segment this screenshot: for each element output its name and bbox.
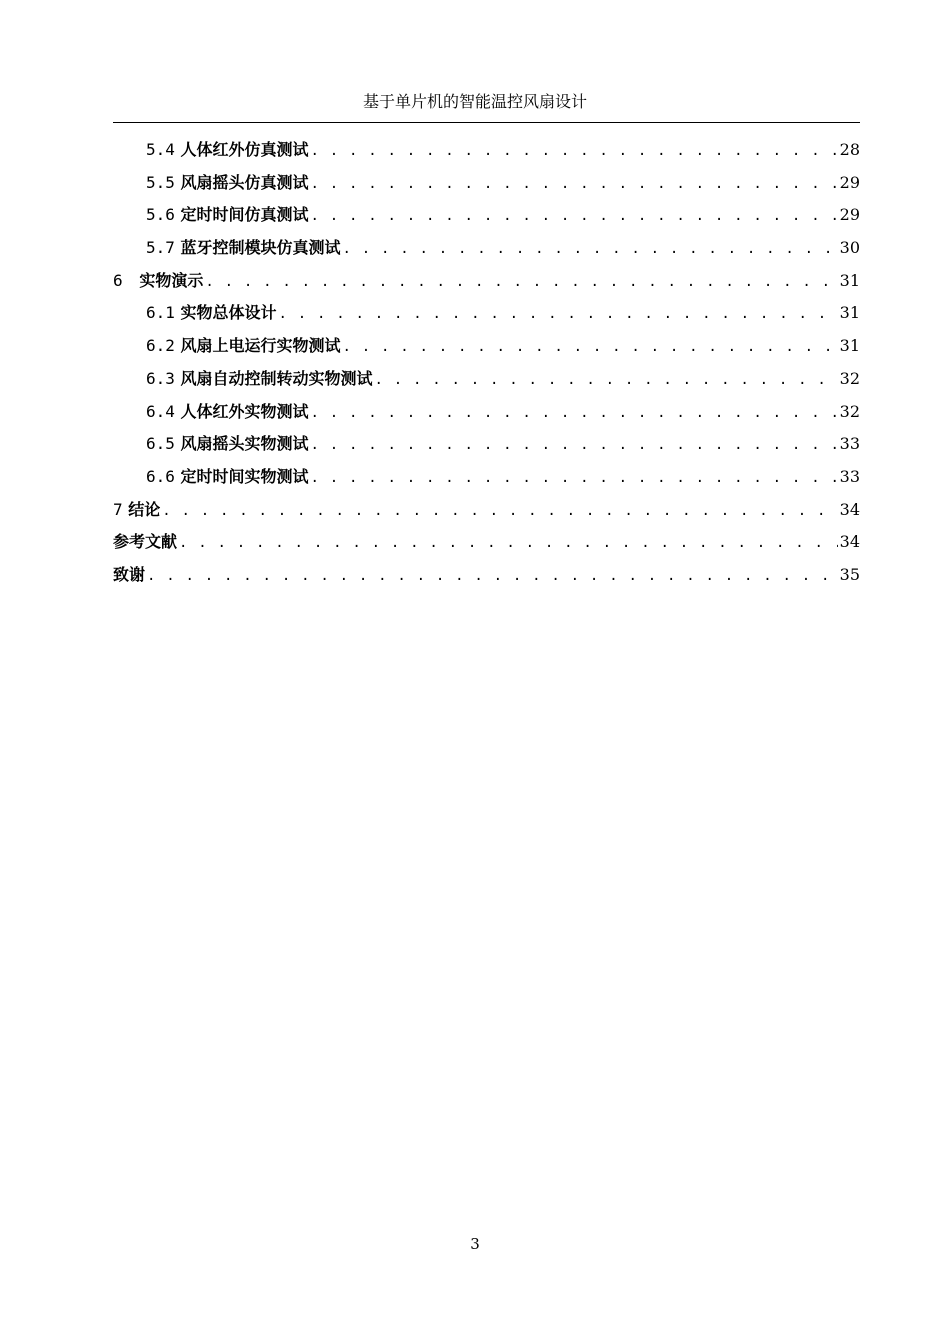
toc-entry[interactable] (113, 265, 860, 298)
toc-entry-number: 5.4 (146, 140, 175, 159)
toc-entry-number: 7 (113, 499, 123, 519)
toc-dot-leader (343, 233, 838, 265)
toc-dot-leader (205, 266, 837, 298)
toc-entry-label (146, 396, 309, 428)
toc-entry-label (146, 363, 373, 395)
toc-entry[interactable] (113, 330, 860, 363)
toc-entry-page: 32 (839, 401, 860, 421)
toc-entry-label (113, 526, 177, 558)
toc-entry-label (146, 330, 341, 362)
toc-entry[interactable] (113, 232, 860, 265)
toc-entry-text: 实物总体设计 (180, 303, 277, 323)
toc-entry[interactable] (113, 559, 860, 592)
toc-entry-text: 定时时间仿真测试 (180, 205, 309, 225)
toc-entry-page: 29 (839, 205, 860, 225)
toc-entry-label (113, 494, 160, 526)
toc-entry[interactable] (113, 363, 860, 396)
toc-entry-label (113, 265, 203, 297)
toc-entry-number: 6.2 (146, 336, 175, 356)
toc-dot-leader (179, 527, 838, 559)
toc-entry[interactable] (113, 494, 860, 527)
toc-dot-leader (162, 495, 837, 527)
toc-entry-number: 5.7 (146, 238, 175, 258)
toc-entry[interactable] (113, 396, 860, 429)
toc-entry-page: 32 (839, 368, 860, 388)
toc-dot-leader (311, 397, 838, 429)
toc-entry-label (146, 297, 277, 329)
toc-dot-leader (311, 429, 838, 461)
toc-entry[interactable] (113, 297, 860, 330)
toc-entry-page: 34 (839, 499, 860, 519)
toc-entry-text: 风扇上电运行实物测试 (180, 336, 341, 356)
toc-dot-leader (311, 168, 838, 200)
toc-entry-page: 29 (839, 172, 860, 192)
toc-entry-number: 5.5 (146, 172, 175, 192)
header-rule (113, 122, 860, 123)
toc-entry-number: 6.3 (146, 368, 175, 388)
toc-entry[interactable] (113, 428, 860, 461)
toc-entry-text: 致谢 (113, 564, 146, 584)
toc-entry-page: 33 (839, 466, 860, 486)
toc-entry-text: 风扇摇头仿真测试 (180, 172, 309, 192)
toc-dot-leader (311, 462, 838, 494)
toc-entry-label (146, 167, 309, 199)
toc-entry-label (146, 428, 309, 460)
toc-entry-page: 34 (839, 532, 860, 552)
toc-entry[interactable] (113, 461, 860, 494)
toc-entry[interactable] (113, 199, 860, 232)
toc-entry-number: 6.5 (146, 434, 175, 454)
toc-entry-text: 定时时间实物测试 (180, 466, 309, 486)
table-of-contents (113, 134, 860, 592)
toc-entry-page: 31 (839, 336, 860, 356)
toc-dot-leader (343, 331, 838, 363)
toc-entry-page: 31 (839, 303, 860, 323)
toc-entry-label (146, 199, 309, 231)
page-number: 3 (470, 1235, 480, 1253)
toc-entry-text: 风扇自动控制转动实物测试 (180, 368, 373, 388)
toc-entry-number: 6 (113, 270, 123, 290)
toc-entry-page: 35 (839, 564, 860, 584)
toc-entry-text: 风扇摇头实物测试 (180, 434, 309, 454)
toc-entry-text: 实物演示 (139, 270, 204, 290)
toc-entry-number: 5.6 (146, 205, 175, 225)
toc-entry-number: 6.1 (146, 303, 175, 323)
toc-entry-number: 6.6 (146, 466, 175, 486)
toc-entry[interactable] (113, 167, 860, 200)
toc-entry-text: 蓝牙控制模块仿真测试 (180, 238, 341, 258)
toc-entry-text: 人体红外仿真测试 (180, 140, 309, 159)
toc-dot-leader (311, 200, 838, 232)
running-header-title: 基于单片机的智能温控风扇设计 (362, 92, 587, 111)
toc-dot-leader (375, 364, 838, 396)
toc-entry-page: 28 (839, 140, 860, 159)
toc-entry-text: 人体红外实物测试 (180, 401, 309, 421)
toc-dot-leader (311, 135, 838, 167)
toc-dot-leader (147, 560, 838, 592)
toc-entry-text: 参考文献 (113, 532, 178, 552)
toc-entry-number: 6.4 (146, 401, 175, 421)
toc-entry-label (146, 232, 341, 264)
toc-entry-label (146, 461, 309, 493)
toc-entry-page: 31 (839, 270, 860, 290)
toc-entry-page: 30 (839, 238, 860, 258)
toc-entry[interactable] (113, 526, 860, 559)
toc-entry-text: 结论 (128, 499, 161, 519)
toc-entry[interactable] (113, 134, 860, 167)
toc-entry-label (146, 134, 309, 166)
toc-entry-page: 33 (839, 434, 860, 454)
toc-entry-label (113, 559, 145, 591)
toc-dot-leader (279, 298, 838, 330)
